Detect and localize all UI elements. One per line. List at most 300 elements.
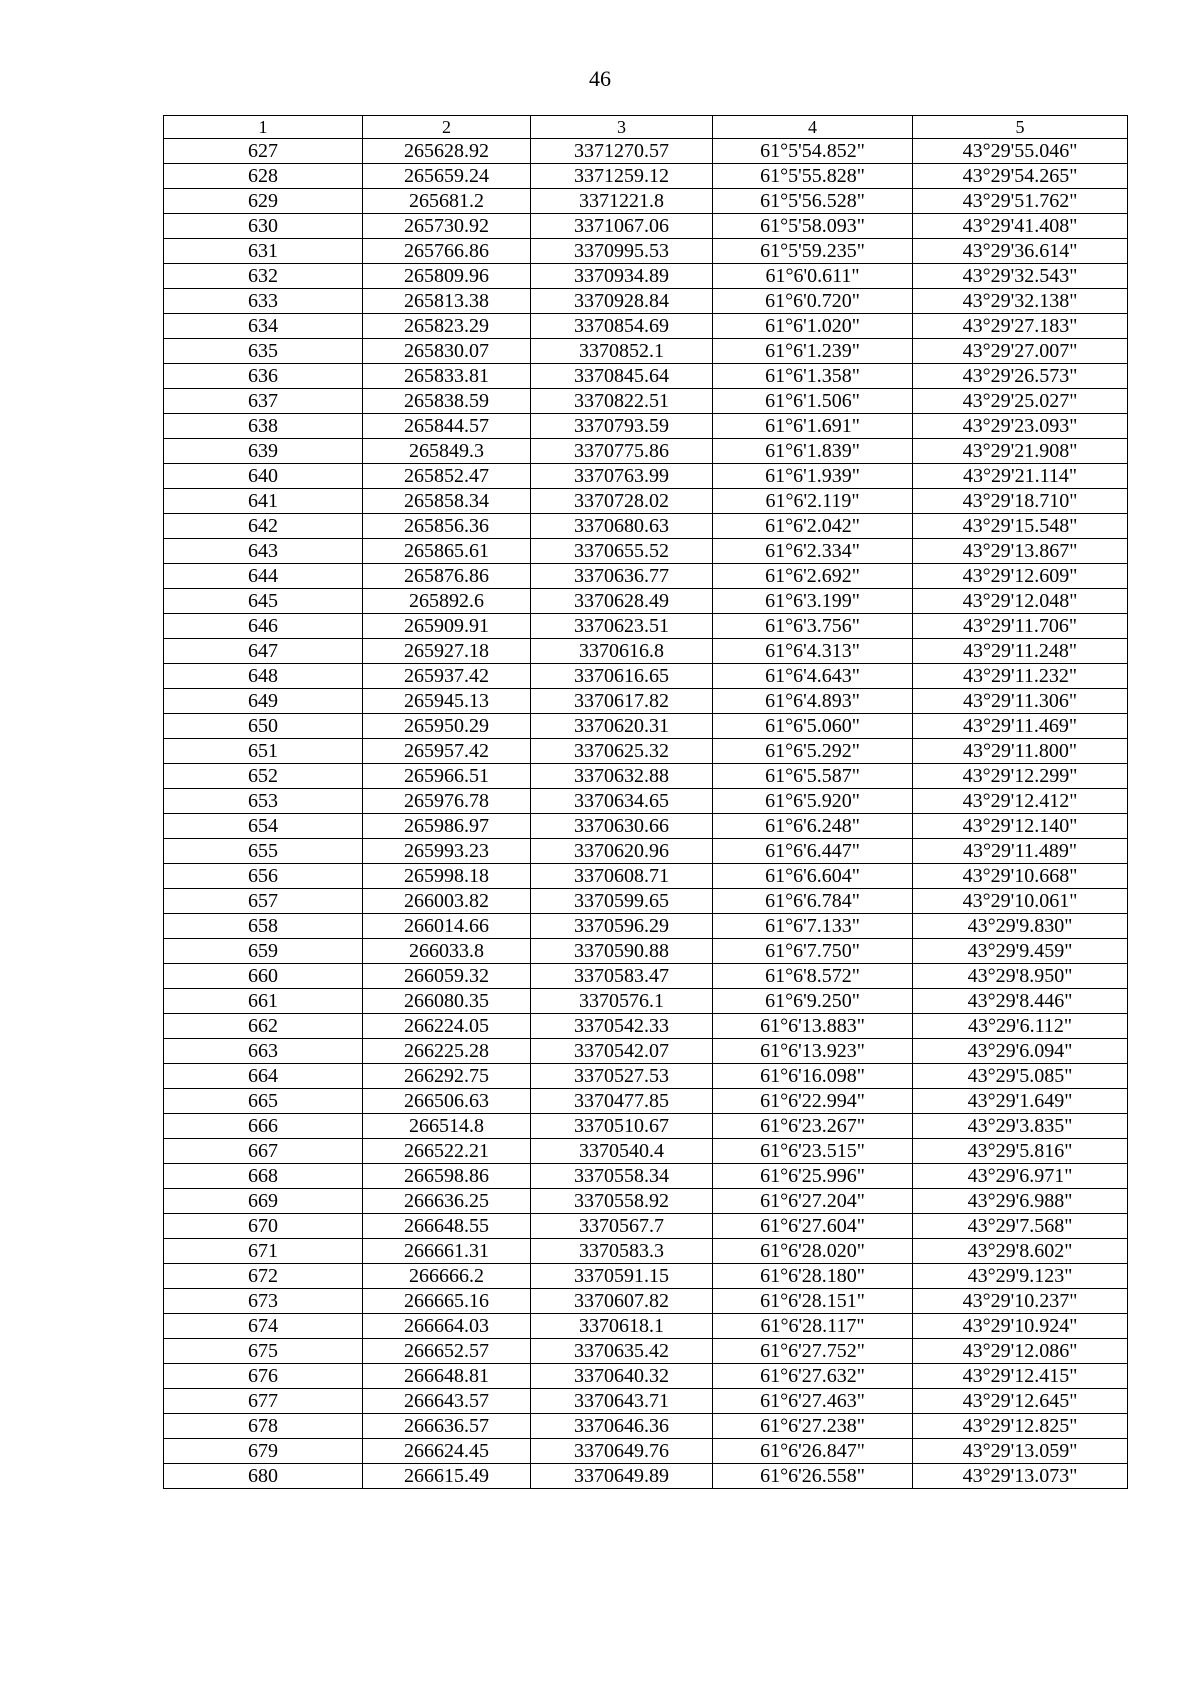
table-row	[164, 139, 1128, 164]
point-number-cell: 654	[164, 814, 363, 839]
x-coordinate-cell: 265927.18	[363, 639, 531, 664]
table-row	[164, 764, 1128, 789]
latitude-cell: 43°29'12.299"	[913, 764, 1128, 789]
x-coordinate-cell: 265809.96	[363, 264, 531, 289]
point-number-cell: 644	[164, 564, 363, 589]
table-row	[164, 939, 1128, 964]
point-number-cell: 662	[164, 1014, 363, 1039]
y-coordinate-cell: 3370623.51	[531, 614, 713, 639]
longitude-cell: 61°6'27.463"	[713, 1389, 913, 1414]
table-row	[164, 289, 1128, 314]
y-coordinate-cell: 3370628.49	[531, 589, 713, 614]
x-coordinate-cell: 266080.35	[363, 989, 531, 1014]
y-coordinate-cell: 3370852.1	[531, 339, 713, 364]
table-row	[164, 689, 1128, 714]
y-coordinate-cell: 3370607.82	[531, 1289, 713, 1314]
x-coordinate-cell: 265945.13	[363, 689, 531, 714]
y-coordinate-cell: 3370576.1	[531, 989, 713, 1014]
longitude-cell: 61°6'6.248"	[713, 814, 913, 839]
x-coordinate-cell: 265858.34	[363, 489, 531, 514]
y-coordinate-cell: 3370590.88	[531, 939, 713, 964]
y-coordinate-cell: 3370567.7	[531, 1214, 713, 1239]
longitude-cell: 61°6'27.238"	[713, 1414, 913, 1439]
x-coordinate-cell: 265833.81	[363, 364, 531, 389]
y-coordinate-cell: 3370640.32	[531, 1364, 713, 1389]
longitude-cell: 61°6'28.151"	[713, 1289, 913, 1314]
latitude-cell: 43°29'11.248"	[913, 639, 1128, 664]
point-number-cell: 643	[164, 539, 363, 564]
x-coordinate-cell: 265937.42	[363, 664, 531, 689]
latitude-cell: 43°29'23.093"	[913, 414, 1128, 439]
table-row	[164, 864, 1128, 889]
y-coordinate-cell: 3370636.77	[531, 564, 713, 589]
longitude-cell: 61°6'6.604"	[713, 864, 913, 889]
latitude-cell: 43°29'5.085"	[913, 1064, 1128, 1089]
latitude-cell: 43°29'27.007"	[913, 339, 1128, 364]
y-coordinate-cell: 3370995.53	[531, 239, 713, 264]
y-coordinate-cell: 3370542.07	[531, 1039, 713, 1064]
latitude-cell: 43°29'3.835"	[913, 1114, 1128, 1139]
x-coordinate-cell: 265628.92	[363, 139, 531, 164]
header-col-5: 5	[913, 116, 1128, 139]
longitude-cell: 61°6'8.572"	[713, 964, 913, 989]
x-coordinate-cell: 266225.28	[363, 1039, 531, 1064]
longitude-cell: 61°6'2.692"	[713, 564, 913, 589]
latitude-cell: 43°29'18.710"	[913, 489, 1128, 514]
table-row	[164, 564, 1128, 589]
latitude-cell: 43°29'10.668"	[913, 864, 1128, 889]
table-row	[164, 1464, 1128, 1489]
y-coordinate-cell: 3370845.64	[531, 364, 713, 389]
y-coordinate-cell: 3370625.32	[531, 739, 713, 764]
point-number-cell: 671	[164, 1239, 363, 1264]
point-number-cell: 679	[164, 1439, 363, 1464]
x-coordinate-cell: 265730.92	[363, 214, 531, 239]
table-row	[164, 739, 1128, 764]
header-col-3: 3	[531, 116, 713, 139]
table-row	[164, 364, 1128, 389]
point-number-cell: 673	[164, 1289, 363, 1314]
latitude-cell: 43°29'7.568"	[913, 1214, 1128, 1239]
longitude-cell: 61°6'5.060"	[713, 714, 913, 739]
point-number-cell: 676	[164, 1364, 363, 1389]
x-coordinate-cell: 266652.57	[363, 1339, 531, 1364]
latitude-cell: 43°29'12.140"	[913, 814, 1128, 839]
point-number-cell: 645	[164, 589, 363, 614]
table-row	[164, 1339, 1128, 1364]
longitude-cell: 61°5'54.852"	[713, 139, 913, 164]
point-number-cell: 636	[164, 364, 363, 389]
x-coordinate-cell: 265838.59	[363, 389, 531, 414]
longitude-cell: 61°6'1.506"	[713, 389, 913, 414]
longitude-cell: 61°6'16.098"	[713, 1064, 913, 1089]
latitude-cell: 43°29'11.800"	[913, 739, 1128, 764]
longitude-cell: 61°6'2.042"	[713, 514, 913, 539]
y-coordinate-cell: 3370527.53	[531, 1064, 713, 1089]
table-row	[164, 964, 1128, 989]
latitude-cell: 43°29'6.112"	[913, 1014, 1128, 1039]
latitude-cell: 43°29'12.412"	[913, 789, 1128, 814]
x-coordinate-cell: 265865.61	[363, 539, 531, 564]
table-row	[164, 814, 1128, 839]
longitude-cell: 61°6'3.199"	[713, 589, 913, 614]
x-coordinate-cell: 266664.03	[363, 1314, 531, 1339]
y-coordinate-cell: 3370620.96	[531, 839, 713, 864]
y-coordinate-cell: 3370477.85	[531, 1089, 713, 1114]
latitude-cell: 43°29'8.602"	[913, 1239, 1128, 1264]
header-col-1: 1	[164, 116, 363, 139]
table-row	[164, 1014, 1128, 1039]
point-number-cell: 659	[164, 939, 363, 964]
x-coordinate-cell: 266059.32	[363, 964, 531, 989]
longitude-cell: 61°6'7.750"	[713, 939, 913, 964]
header-col-2: 2	[363, 116, 531, 139]
y-coordinate-cell: 3370728.02	[531, 489, 713, 514]
y-coordinate-cell: 3370630.66	[531, 814, 713, 839]
longitude-cell: 61°6'25.996"	[713, 1164, 913, 1189]
table-row	[164, 1064, 1128, 1089]
table-row	[164, 189, 1128, 214]
y-coordinate-cell: 3370649.89	[531, 1464, 713, 1489]
x-coordinate-cell: 266224.05	[363, 1014, 531, 1039]
x-coordinate-cell: 266624.45	[363, 1439, 531, 1464]
header-row	[164, 116, 1128, 139]
latitude-cell: 43°29'55.046"	[913, 139, 1128, 164]
longitude-cell: 61°6'0.611"	[713, 264, 913, 289]
longitude-cell: 61°6'22.994"	[713, 1089, 913, 1114]
longitude-cell: 61°6'5.920"	[713, 789, 913, 814]
longitude-cell: 61°6'13.923"	[713, 1039, 913, 1064]
longitude-cell: 61°6'27.752"	[713, 1339, 913, 1364]
x-coordinate-cell: 266598.86	[363, 1164, 531, 1189]
point-number-cell: 650	[164, 714, 363, 739]
table-row	[164, 1414, 1128, 1439]
y-coordinate-cell: 3370599.65	[531, 889, 713, 914]
point-number-cell: 658	[164, 914, 363, 939]
latitude-cell: 43°29'10.061"	[913, 889, 1128, 914]
longitude-cell: 61°6'4.313"	[713, 639, 913, 664]
table-row	[164, 1364, 1128, 1389]
table-row	[164, 1439, 1128, 1464]
latitude-cell: 43°29'9.123"	[913, 1264, 1128, 1289]
x-coordinate-cell: 265823.29	[363, 314, 531, 339]
table-row	[164, 1239, 1128, 1264]
latitude-cell: 43°29'36.614"	[913, 239, 1128, 264]
x-coordinate-cell: 266665.16	[363, 1289, 531, 1314]
latitude-cell: 43°29'13.059"	[913, 1439, 1128, 1464]
latitude-cell: 43°29'11.306"	[913, 689, 1128, 714]
table-row	[164, 439, 1128, 464]
header-col-4: 4	[713, 116, 913, 139]
y-coordinate-cell: 3370583.3	[531, 1239, 713, 1264]
x-coordinate-cell: 265659.24	[363, 164, 531, 189]
latitude-cell: 43°29'9.459"	[913, 939, 1128, 964]
x-coordinate-cell: 265993.23	[363, 839, 531, 864]
longitude-cell: 61°6'1.358"	[713, 364, 913, 389]
latitude-cell: 43°29'12.825"	[913, 1414, 1128, 1439]
x-coordinate-cell: 265852.47	[363, 464, 531, 489]
table-row	[164, 264, 1128, 289]
latitude-cell: 43°29'6.971"	[913, 1164, 1128, 1189]
x-coordinate-cell: 265976.78	[363, 789, 531, 814]
longitude-cell: 61°6'28.180"	[713, 1264, 913, 1289]
longitude-cell: 61°6'26.847"	[713, 1439, 913, 1464]
latitude-cell: 43°29'27.183"	[913, 314, 1128, 339]
point-number-cell: 639	[164, 439, 363, 464]
point-number-cell: 666	[164, 1114, 363, 1139]
point-number-cell: 667	[164, 1139, 363, 1164]
table-row	[164, 614, 1128, 639]
table-row	[164, 889, 1128, 914]
point-number-cell: 663	[164, 1039, 363, 1064]
x-coordinate-cell: 266514.8	[363, 1114, 531, 1139]
latitude-cell: 43°29'32.543"	[913, 264, 1128, 289]
point-number-cell: 640	[164, 464, 363, 489]
point-number-cell: 674	[164, 1314, 363, 1339]
table-row	[164, 214, 1128, 239]
x-coordinate-cell: 266014.66	[363, 914, 531, 939]
longitude-cell: 61°6'13.883"	[713, 1014, 913, 1039]
x-coordinate-cell: 265849.3	[363, 439, 531, 464]
table-row	[164, 464, 1128, 489]
latitude-cell: 43°29'21.908"	[913, 439, 1128, 464]
x-coordinate-cell: 265830.07	[363, 339, 531, 364]
table-row	[164, 539, 1128, 564]
point-number-cell: 675	[164, 1339, 363, 1364]
longitude-cell: 61°5'59.235"	[713, 239, 913, 264]
point-number-cell: 635	[164, 339, 363, 364]
table-row	[164, 839, 1128, 864]
x-coordinate-cell: 266615.49	[363, 1464, 531, 1489]
latitude-cell: 43°29'26.573"	[913, 364, 1128, 389]
longitude-cell: 61°6'4.643"	[713, 664, 913, 689]
latitude-cell: 43°29'54.265"	[913, 164, 1128, 189]
latitude-cell: 43°29'32.138"	[913, 289, 1128, 314]
point-number-cell: 678	[164, 1414, 363, 1439]
latitude-cell: 43°29'11.232"	[913, 664, 1128, 689]
point-number-cell: 672	[164, 1264, 363, 1289]
point-number-cell: 670	[164, 1214, 363, 1239]
x-coordinate-cell: 265957.42	[363, 739, 531, 764]
longitude-cell: 61°6'1.839"	[713, 439, 913, 464]
table-row	[164, 1089, 1128, 1114]
y-coordinate-cell: 3370542.33	[531, 1014, 713, 1039]
y-coordinate-cell: 3370618.1	[531, 1314, 713, 1339]
latitude-cell: 43°29'12.086"	[913, 1339, 1128, 1364]
coordinates-table	[163, 115, 1128, 1489]
latitude-cell: 43°29'51.762"	[913, 189, 1128, 214]
page-number: 46	[589, 66, 611, 91]
y-coordinate-cell: 3370655.52	[531, 539, 713, 564]
latitude-cell: 43°29'10.924"	[913, 1314, 1128, 1339]
y-coordinate-cell: 3370646.36	[531, 1414, 713, 1439]
point-number-cell: 637	[164, 389, 363, 414]
longitude-cell: 61°6'1.239"	[713, 339, 913, 364]
longitude-cell: 61°6'3.756"	[713, 614, 913, 639]
y-coordinate-cell: 3370608.71	[531, 864, 713, 889]
x-coordinate-cell: 266666.2	[363, 1264, 531, 1289]
table-row	[164, 789, 1128, 814]
latitude-cell: 43°29'10.237"	[913, 1289, 1128, 1314]
table-row	[164, 1214, 1128, 1239]
latitude-cell: 43°29'13.867"	[913, 539, 1128, 564]
latitude-cell: 43°29'12.415"	[913, 1364, 1128, 1389]
x-coordinate-cell: 266636.25	[363, 1189, 531, 1214]
point-number-cell: 633	[164, 289, 363, 314]
y-coordinate-cell: 3370558.34	[531, 1164, 713, 1189]
y-coordinate-cell: 3370928.84	[531, 289, 713, 314]
point-number-cell: 629	[164, 189, 363, 214]
table-row	[164, 339, 1128, 364]
longitude-cell: 61°6'23.515"	[713, 1139, 913, 1164]
point-number-cell: 634	[164, 314, 363, 339]
table-header	[164, 116, 1128, 139]
y-coordinate-cell: 3370510.67	[531, 1114, 713, 1139]
point-number-cell: 665	[164, 1089, 363, 1114]
latitude-cell: 43°29'11.469"	[913, 714, 1128, 739]
table-row	[164, 1389, 1128, 1414]
point-number-cell: 669	[164, 1189, 363, 1214]
point-number-cell: 646	[164, 614, 363, 639]
y-coordinate-cell: 3370649.76	[531, 1439, 713, 1464]
point-number-cell: 656	[164, 864, 363, 889]
table-row	[164, 514, 1128, 539]
x-coordinate-cell: 266643.57	[363, 1389, 531, 1414]
point-number-cell: 649	[164, 689, 363, 714]
point-number-cell: 677	[164, 1389, 363, 1414]
longitude-cell: 61°6'4.893"	[713, 689, 913, 714]
table-row	[164, 164, 1128, 189]
table-row	[164, 1039, 1128, 1064]
x-coordinate-cell: 266648.81	[363, 1364, 531, 1389]
longitude-cell: 61°6'27.204"	[713, 1189, 913, 1214]
table-row	[164, 989, 1128, 1014]
latitude-cell: 43°29'11.489"	[913, 839, 1128, 864]
x-coordinate-cell: 265986.97	[363, 814, 531, 839]
x-coordinate-cell: 265950.29	[363, 714, 531, 739]
longitude-cell: 61°6'6.784"	[713, 889, 913, 914]
point-number-cell: 680	[164, 1464, 363, 1489]
x-coordinate-cell: 266636.57	[363, 1414, 531, 1439]
point-number-cell: 632	[164, 264, 363, 289]
y-coordinate-cell: 3370596.29	[531, 914, 713, 939]
y-coordinate-cell: 3370763.99	[531, 464, 713, 489]
latitude-cell: 43°29'11.706"	[913, 614, 1128, 639]
y-coordinate-cell: 3370620.31	[531, 714, 713, 739]
point-number-cell: 642	[164, 514, 363, 539]
table-row	[164, 389, 1128, 414]
longitude-cell: 61°6'28.117"	[713, 1314, 913, 1339]
x-coordinate-cell: 265844.57	[363, 414, 531, 439]
y-coordinate-cell: 3370616.8	[531, 639, 713, 664]
point-number-cell: 657	[164, 889, 363, 914]
point-number-cell: 664	[164, 1064, 363, 1089]
latitude-cell: 43°29'9.830"	[913, 914, 1128, 939]
y-coordinate-cell: 3370793.59	[531, 414, 713, 439]
table-row	[164, 639, 1128, 664]
x-coordinate-cell: 266522.21	[363, 1139, 531, 1164]
latitude-cell: 43°29'8.446"	[913, 989, 1128, 1014]
x-coordinate-cell: 266033.8	[363, 939, 531, 964]
x-coordinate-cell: 266003.82	[363, 889, 531, 914]
x-coordinate-cell: 265876.86	[363, 564, 531, 589]
longitude-cell: 61°6'1.939"	[713, 464, 913, 489]
point-number-cell: 627	[164, 139, 363, 164]
point-number-cell: 651	[164, 739, 363, 764]
table-row	[164, 1264, 1128, 1289]
latitude-cell: 43°29'21.114"	[913, 464, 1128, 489]
latitude-cell: 43°29'6.988"	[913, 1189, 1128, 1214]
x-coordinate-cell: 266506.63	[363, 1089, 531, 1114]
table-row	[164, 1189, 1128, 1214]
y-coordinate-cell: 3371259.12	[531, 164, 713, 189]
table-row	[164, 489, 1128, 514]
longitude-cell: 61°6'2.334"	[713, 539, 913, 564]
y-coordinate-cell: 3371270.57	[531, 139, 713, 164]
y-coordinate-cell: 3370591.15	[531, 1264, 713, 1289]
x-coordinate-cell: 266648.55	[363, 1214, 531, 1239]
longitude-cell: 61°5'58.093"	[713, 214, 913, 239]
x-coordinate-cell: 265813.38	[363, 289, 531, 314]
y-coordinate-cell: 3370632.88	[531, 764, 713, 789]
table-row	[164, 1114, 1128, 1139]
table-row	[164, 664, 1128, 689]
point-number-cell: 668	[164, 1164, 363, 1189]
point-number-cell: 648	[164, 664, 363, 689]
latitude-cell: 43°29'15.548"	[913, 514, 1128, 539]
longitude-cell: 61°6'5.292"	[713, 739, 913, 764]
table-row	[164, 914, 1128, 939]
point-number-cell: 652	[164, 764, 363, 789]
y-coordinate-cell: 3370583.47	[531, 964, 713, 989]
table-row	[164, 314, 1128, 339]
longitude-cell: 61°6'23.267"	[713, 1114, 913, 1139]
longitude-cell: 61°6'0.720"	[713, 289, 913, 314]
point-number-cell: 628	[164, 164, 363, 189]
y-coordinate-cell: 3371067.06	[531, 214, 713, 239]
y-coordinate-cell: 3370540.4	[531, 1139, 713, 1164]
x-coordinate-cell: 265966.51	[363, 764, 531, 789]
y-coordinate-cell: 3370822.51	[531, 389, 713, 414]
point-number-cell: 641	[164, 489, 363, 514]
longitude-cell: 61°6'7.133"	[713, 914, 913, 939]
table-row	[164, 589, 1128, 614]
latitude-cell: 43°29'12.609"	[913, 564, 1128, 589]
point-number-cell: 653	[164, 789, 363, 814]
longitude-cell: 61°6'1.020"	[713, 314, 913, 339]
y-coordinate-cell: 3370634.65	[531, 789, 713, 814]
table-row	[164, 414, 1128, 439]
x-coordinate-cell: 265909.91	[363, 614, 531, 639]
x-coordinate-cell: 266661.31	[363, 1239, 531, 1264]
longitude-cell: 61°6'2.119"	[713, 489, 913, 514]
point-number-cell: 661	[164, 989, 363, 1014]
longitude-cell: 61°6'6.447"	[713, 839, 913, 864]
y-coordinate-cell: 3371221.8	[531, 189, 713, 214]
y-coordinate-cell: 3370558.92	[531, 1189, 713, 1214]
latitude-cell: 43°29'41.408"	[913, 214, 1128, 239]
y-coordinate-cell: 3370617.82	[531, 689, 713, 714]
x-coordinate-cell: 265681.2	[363, 189, 531, 214]
y-coordinate-cell: 3370775.86	[531, 439, 713, 464]
longitude-cell: 61°5'56.528"	[713, 189, 913, 214]
table-row	[164, 1164, 1128, 1189]
latitude-cell: 43°29'6.094"	[913, 1039, 1128, 1064]
latitude-cell: 43°29'8.950"	[913, 964, 1128, 989]
longitude-cell: 61°6'27.604"	[713, 1214, 913, 1239]
x-coordinate-cell: 265998.18	[363, 864, 531, 889]
point-number-cell: 631	[164, 239, 363, 264]
